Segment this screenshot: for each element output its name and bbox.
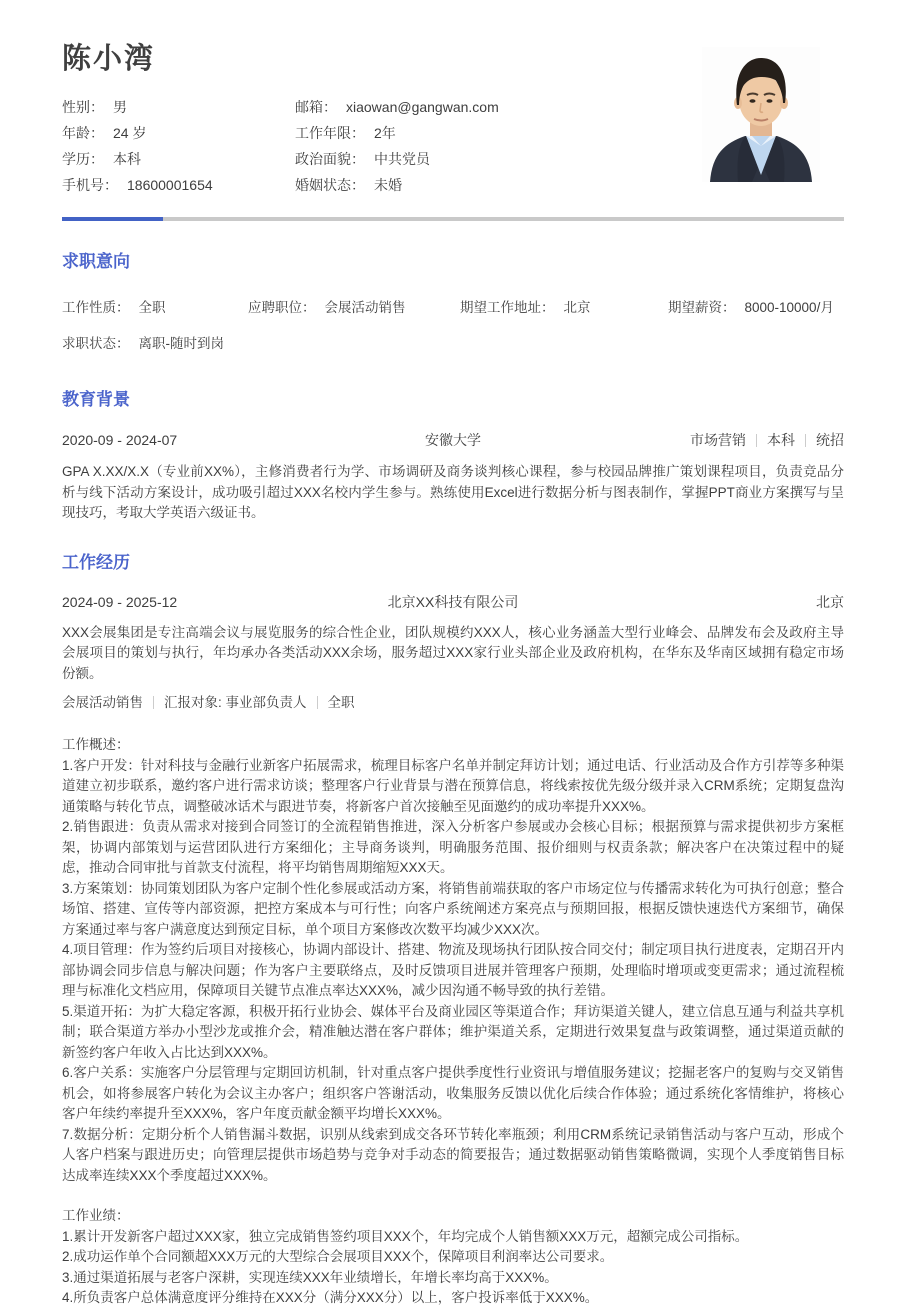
education-period: 2020-09 - 2024-07 xyxy=(62,432,178,448)
work-period: 2024-09 - 2025-12 xyxy=(62,593,178,610)
info-marital-status: 婚姻状态： 未婚 xyxy=(295,177,402,193)
section-title-work: 工作经历 xyxy=(62,552,130,572)
candidate-name: 陈小湾 xyxy=(62,43,156,75)
overview-item: 5.渠道开拓：为扩大稳定客源，积极开拓行业协会、媒体平台及商业园区等渠道合作；拜访渠道关键人，建立信息互通与利益共享机制；联合渠道方举办小型沙龙或推介会，精准触达潜在客户群体；维护渠道关系，定期进行效果复盘与政策调整，通过渠道贡献的新签约客户年收入占比达到XXX%。 xyxy=(62,1003,844,1060)
work-achievements-title: 工作业绩： xyxy=(62,1208,130,1223)
overview-item: 3.方案策划：协同策划团队为客户定制个性化参展或活动方案，将销售前端获取的客户市场定位与传播需求转化为可执行创意；整合场馆、搭建、宣传等内部资源，把控方案成本与可行性；向客户系统阐述方案亮点与预期回报，根据反馈快速迭代方案细节，确保方案通过率与客户满意度达到预定目标，单个项目方案修改次数平均减少XXX次。 xyxy=(62,880,844,937)
position-report-to: 汇报对象: 事业部负责人 xyxy=(164,695,307,710)
profile-photo xyxy=(702,47,820,182)
company-intro: XXX会展集团是专注高端会议与展览服务的综合性企业，团队规模约XXX人，核心业务涵盖大型行业峰会、品牌发布会及政府主导会展项目的策划与执行，年均承办各类活动XXX余场，服务超过XXX家行业头部企业及政府机构，在华东及华南区域拥有稳定市场份额。 xyxy=(62,624,844,681)
position-title: 会展活动销售 xyxy=(62,695,143,710)
education-record-row xyxy=(62,431,844,450)
separator-bar xyxy=(805,434,806,447)
intent-position: 应聘职位： 会展活动销售 xyxy=(248,300,406,315)
education-description: GPA X.XX/X.X（专业前XX%），主修消费者行为学、市场调研及商务谈判核心课程，参与校园品牌推广策划课程项目，负责竞品分析与线下活动方案设计，成功吸引超过XXX名校内学生参与。熟练使用Excel进行数据分析与图表制作，掌握PPT商业方案撰写与呈现技巧，考取大学英语六级证书。 xyxy=(62,464,844,520)
work-achievements xyxy=(62,1206,844,1309)
section-title-education: 教育背景 xyxy=(62,390,130,409)
education-major: 市场营销 xyxy=(690,432,746,448)
info-email: 邮箱： xiaowan@gangwan.com xyxy=(295,99,499,115)
info-age: 年龄： 24 岁 xyxy=(62,125,147,141)
work-overview-title: 工作概述： xyxy=(62,737,130,752)
intent-location: 期望工作地址： 北京 xyxy=(460,300,591,315)
position-work-type: 全职 xyxy=(327,695,355,710)
header-divider-accent xyxy=(62,217,163,221)
overview-item: 6.客户关系：实施客户分层管理与定期回访机制，针对重点客户提供季度性行业资讯与增值服务建议；挖掘老客户的复购与交叉销售机会，如将参展客户转化为会议主办客户；组织客户答谢活动，收集服务反馈以优化后续合作体验；通过系统化客情维护，将核心客户年续约率提升至XXX%，客户年度贡献金额平均增长XXX%。 xyxy=(62,1065,844,1121)
info-political-status: 政治面貌： 中共党员 xyxy=(295,151,430,167)
intent-status: 求职状态： 离职-随时到岗 xyxy=(62,336,224,351)
overview-item: 2.销售跟进：负责从需求对接到合同签订的全流程销售推进，深入分析客户参展或办会核心目标；根据预算与需求提供初步方案框架，协调内部策划与运营团队进行方案细化；主导商务谈判，明确服务范围、报价细则与权责条款；解决客户在决策过程中的疑虑，推动合同审批与首款支付流程，将平均销售周期缩短XXX天。 xyxy=(62,819,844,875)
header-divider xyxy=(62,217,844,221)
work-overview xyxy=(62,735,844,1186)
achievement-item: 4.所负责客户总体满意度评分维持在XXX分（满分XXX分）以上，客户投诉率低于XXX%。 xyxy=(62,1290,599,1305)
separator-bar xyxy=(317,696,318,709)
job-intent-row-1 xyxy=(62,298,844,317)
info-degree: 学历： 本科 xyxy=(62,151,141,167)
section-title-job-intent: 求职意向 xyxy=(62,252,130,271)
job-intent-row-2 xyxy=(62,334,844,353)
separator-bar xyxy=(153,696,154,709)
education-admission-type: 统招 xyxy=(816,432,844,448)
info-gender: 性别： 男 xyxy=(62,99,127,115)
info-phone: 手机号： 18600001654 xyxy=(62,177,213,193)
overview-item: 7.数据分析：定期分析个人销售漏斗数据，识别从线索到成交各环节转化率瓶颈；利用CRM系统记录销售活动与客户互动，形成个人客户档案与跟进历史；向管理层提供市场趋势与竞争对手动态的简要报告；通过数据驱动销售策略微调，实现个人季度销售目标达成率连续XXX个季度超过XXX%。 xyxy=(62,1126,844,1183)
overview-item: 4.项目管理：作为签约后项目对接核心，协调内部设计、搭建、物流及现场执行团队按合同交付；制定项目执行进度表，定期召开内部协调会同步信息与解决问题；作为客户主要联络点，及时反馈项目进展并管理客户预期，处理临时增项或变更需求；通过流程梳理与标准化文档应用，保障项目关键节点准点率达XXX%，减少因沟通不畅导致的执行差错。 xyxy=(62,942,844,998)
basic-info-grid xyxy=(62,98,622,195)
info-experience-years: 工作年限： 2年 xyxy=(295,125,396,141)
position-meta xyxy=(62,693,844,712)
achievement-item: 1.累计开发新客户超过XXX家，独立完成销售签约项目XXX个，年均完成个人销售额XXX万元，超额完成公司指标。 xyxy=(62,1228,749,1244)
work-location: 北京 xyxy=(816,593,844,610)
separator-bar xyxy=(756,434,757,447)
work-company: 北京XX科技有限公司 xyxy=(387,593,519,610)
education-tags xyxy=(609,431,844,450)
education-school: 安徽大学 xyxy=(425,432,481,448)
achievement-item: 2.成功运作单个合同额超XXX万元的大型综合会展项目XXX个，保障项目利润率达公司要求。 xyxy=(62,1249,614,1264)
work-record-row xyxy=(62,593,844,612)
achievement-item: 3.通过渠道拓展与老客户深耕，实现连续XXX年业绩增长，年增长率均高于XXX%。 xyxy=(62,1269,558,1285)
overview-item: 1.客户开发：针对科技与金融行业新客户拓展需求，梳理目标客户名单并制定拜访计划；通过电话、行业活动及合作方引荐等多种渠道建立初步联系，邀约客户进行需求访谈；整理客户行业背景与潜在预算信息，将线索按优先级分级并录入CRM系统；定期复盘沟通策略与转化节点，调整破冰话术与跟进节奏，将新客户首次接触至见面邀约的成功率提升XXX%。 xyxy=(62,757,844,814)
intent-work-type: 工作性质： 全职 xyxy=(62,300,166,315)
intent-salary: 期望薪资： 8000-10000/月 xyxy=(668,300,834,315)
education-degree: 本科 xyxy=(767,432,795,448)
